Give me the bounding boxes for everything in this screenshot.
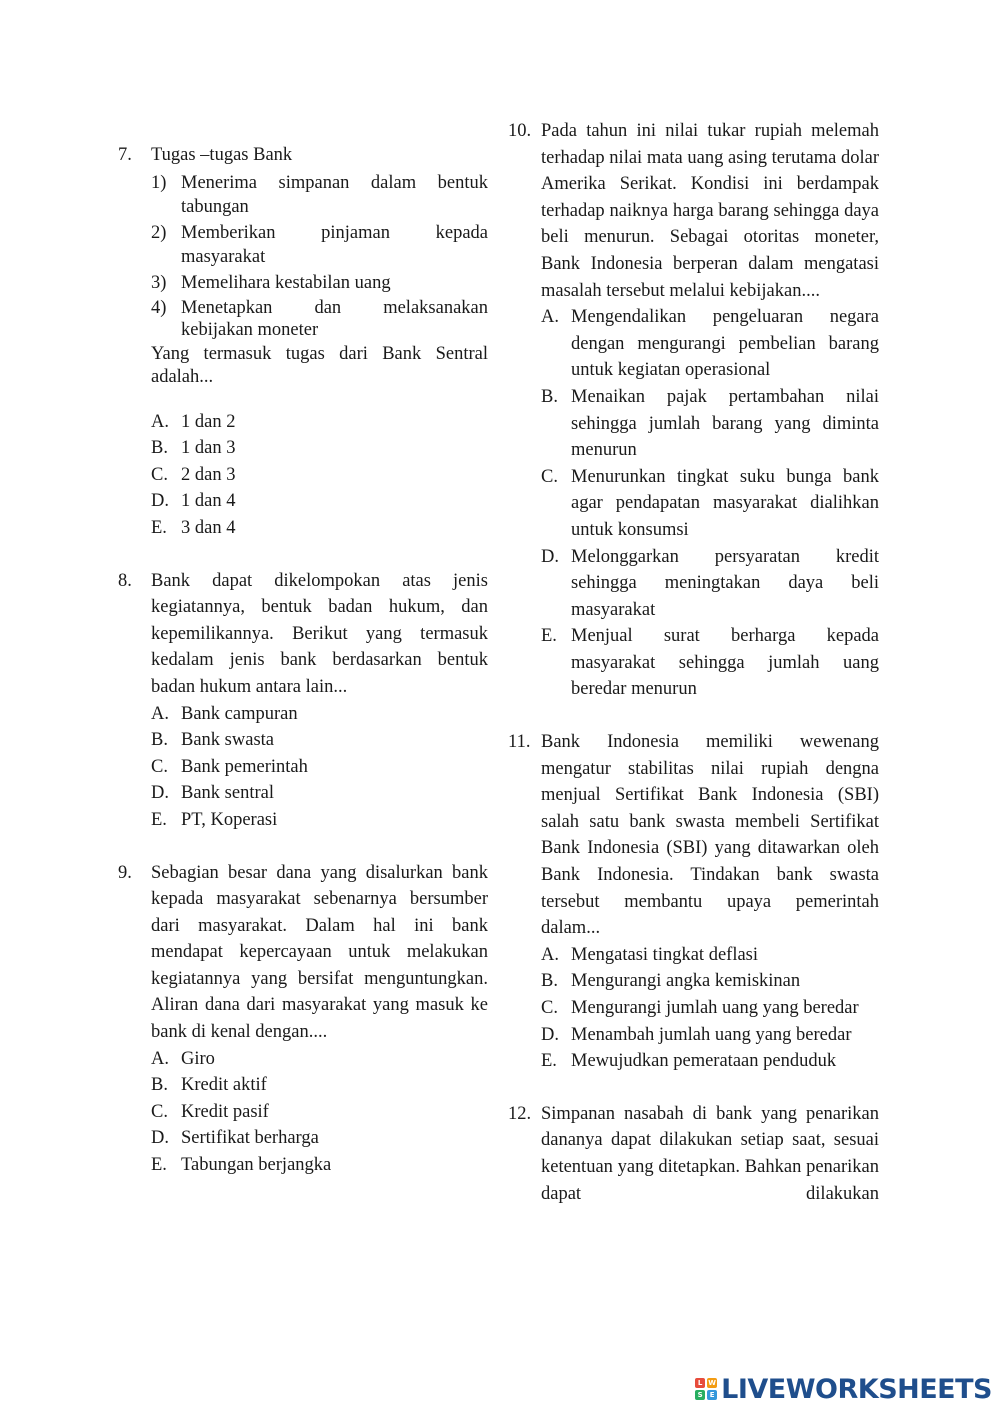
option-letter: A.	[151, 411, 169, 432]
question-prompt: Yang termasuk tugas dari Bank Sentral adalah...	[151, 343, 488, 387]
answer-options	[151, 409, 488, 542]
option-e[interactable]	[151, 515, 488, 542]
option-c[interactable]	[151, 754, 488, 781]
statement-item	[151, 221, 488, 269]
right-column	[508, 118, 879, 1233]
question-text: Sebagian besar dana yang disalurkan bank kepada masyarakat sebenarnya bersumber dari masyarakat. Dalam hal ini bank mendapat kepercayaan untuk melakukan kegiatannya yang bersifat menguntungkan. Aliran dana dari masyarakat yang masuk ke bank di kenal dengan....	[151, 862, 488, 1043]
statement-number: 2)	[151, 222, 167, 243]
option-text: Sertifikat berharga	[181, 1128, 319, 1149]
option-c[interactable]	[541, 995, 879, 1022]
option-c[interactable]	[151, 462, 488, 489]
option-letter: B.	[541, 386, 558, 407]
option-a[interactable]	[151, 701, 488, 728]
option-a[interactable]	[541, 942, 879, 969]
statement-item	[151, 171, 488, 219]
option-letter: B.	[151, 730, 168, 751]
option-text: PT, Koperasi	[181, 809, 278, 830]
option-letter: B.	[541, 971, 558, 992]
option-text: Bank sentral	[181, 783, 274, 804]
question-text: Pada tahun ini nilai tukar rupiah melemah terhadap nilai mata uang asing terutama dolar Amerika Serikat. Kondisi ini berdampak terhadap naiknya harga barang sehingga daya beli menurun. Sebagai otoritas moneter, Bank Indonesia berperan dalam mengatasi masalah tersebut melalui kebijakan....	[541, 121, 880, 301]
option-b[interactable]	[541, 384, 879, 464]
option-letter: E.	[541, 1051, 557, 1072]
option-b[interactable]	[541, 968, 879, 995]
option-letter: D.	[151, 491, 169, 512]
option-letter: A.	[541, 307, 559, 328]
statement-text: Menerima simpanan dalam bentuk tabungan	[181, 172, 488, 217]
answer-options	[151, 1046, 488, 1179]
question-number: 12.	[508, 1103, 532, 1124]
question-8	[118, 568, 488, 834]
question-text: Simpanan nasabah di bank yang penarikan dananya dapat dilakukan setiap saat, sesuai ketentuan yang ditetapkan. Bahkan penarikan dapat dilakukan	[541, 1103, 879, 1204]
option-text: 1 dan 2	[181, 411, 236, 432]
statement-list	[151, 171, 488, 341]
option-a[interactable]	[541, 304, 879, 384]
option-letter: E.	[151, 809, 167, 830]
answer-options	[541, 942, 879, 1075]
option-text: Bank pemerintah	[181, 756, 308, 777]
option-text: Bank campuran	[181, 703, 298, 724]
answer-options	[151, 701, 488, 834]
option-text: Mengurangi angka kemiskinan	[571, 971, 801, 992]
question-text: Bank dapat dikelompokan atas jenis kegiatannya, bentuk badan hukum, dan kepemilikannya. Berikut yang termasuk kedalam jenis bank berdasarkan bentuk badan hukum antara lain...	[151, 570, 488, 697]
statement-number: 3)	[151, 272, 167, 293]
option-d[interactable]	[151, 1125, 488, 1152]
option-d[interactable]	[151, 780, 488, 807]
option-text: Menjual surat berharga kepada masyarakat sehingga jumlah uang beredar menurun	[571, 626, 879, 700]
option-text: Menaikan pajak pertambahan nilai sehingga jumlah barang yang diminta menurun	[571, 386, 879, 461]
statement-item	[151, 297, 488, 341]
option-e[interactable]	[541, 623, 879, 703]
option-letter: C.	[151, 756, 168, 777]
option-letter: C.	[541, 466, 558, 487]
option-d[interactable]	[541, 1022, 879, 1049]
option-letter: B.	[151, 1075, 168, 1096]
question-number: 9.	[118, 862, 132, 883]
question-text: Bank Indonesia memiliki wewenang mengatur stabilitas nilai rupiah dengna menjual Sertifikat Bank Indonesia (SBI) salah satu bank swasta membeli Sertifikat Bank Indonesia (SBI) yang ditawarkan oleh Bank Indonesia. Tindakan bank swasta tersebut membantu upaya pemerintah dalam...	[541, 732, 879, 939]
option-text: 3 dan 4	[181, 517, 236, 538]
option-letter: D.	[541, 546, 559, 567]
statement-item	[151, 271, 488, 295]
option-letter: A.	[151, 1048, 169, 1069]
option-b[interactable]	[151, 435, 488, 462]
question-number: 11.	[508, 732, 531, 753]
logo-mark-cell: S	[695, 1390, 705, 1400]
option-text: Mengurangi jumlah uang yang beredar	[571, 998, 859, 1018]
question-number: 10.	[508, 121, 532, 141]
option-d[interactable]	[151, 488, 488, 515]
option-a[interactable]	[151, 1046, 488, 1073]
option-text: Menambah jumlah uang yang beredar	[571, 1024, 852, 1045]
option-letter: D.	[151, 783, 169, 804]
question-number: 8.	[118, 570, 132, 591]
statement-number: 1)	[151, 172, 167, 193]
statement-text: Menetapkan dan melaksanakan kebijakan moneter	[181, 297, 488, 340]
option-c[interactable]	[541, 464, 879, 544]
option-letter: A.	[151, 703, 169, 724]
question-12	[508, 1101, 879, 1207]
liveworksheets-logo	[695, 1373, 992, 1405]
question-10	[508, 118, 879, 703]
option-e[interactable]	[151, 807, 488, 834]
question-number: 7.	[118, 145, 132, 165]
option-letter: D.	[541, 1024, 559, 1045]
option-text: Mewujudkan pemerataan penduduk	[571, 1051, 837, 1072]
question-9	[118, 860, 488, 1179]
option-letter: D.	[151, 1128, 169, 1149]
logo-mark-cell: E	[707, 1390, 717, 1400]
option-text: Tabungan berjangka	[181, 1155, 332, 1176]
option-text: 2 dan 3	[181, 464, 236, 485]
logo-mark-cell: L	[695, 1378, 705, 1388]
option-letter: E.	[541, 626, 557, 647]
option-letter: E.	[151, 1155, 167, 1176]
question-11	[508, 729, 879, 1075]
option-letter: C.	[541, 998, 558, 1018]
statement-number: 4)	[151, 297, 167, 318]
statement-text: Memberikan pinjaman kepada masyarakat	[181, 222, 488, 267]
option-text: Kredit aktif	[181, 1075, 267, 1096]
logo-text: LIVEWORKSHEETS	[721, 1373, 992, 1405]
option-c[interactable]	[151, 1099, 488, 1126]
option-a[interactable]	[151, 409, 488, 436]
option-b[interactable]	[151, 1072, 488, 1099]
statement-text: Memelihara kestabilan uang	[181, 272, 391, 293]
option-e[interactable]	[151, 1152, 488, 1179]
option-text: Bank swasta	[181, 730, 274, 751]
option-text: Mengatasi tingkat deflasi	[571, 944, 759, 965]
option-b[interactable]	[151, 727, 488, 754]
liveworksheets-logo-icon	[695, 1378, 717, 1400]
option-letter: A.	[541, 944, 559, 965]
option-text: 1 dan 4	[181, 491, 236, 512]
option-letter: E.	[151, 517, 167, 538]
option-text: Mengendalikan pengeluaran negara dengan mengurangi pembelian barang untuk kegiatan operasional	[571, 307, 879, 381]
option-letter: C.	[151, 464, 168, 485]
option-text: 1 dan 3	[181, 438, 236, 459]
option-e[interactable]	[541, 1048, 879, 1075]
left-column	[118, 142, 488, 1205]
option-letter: B.	[151, 438, 168, 459]
option-text: Kredit pasif	[181, 1101, 269, 1122]
option-d[interactable]	[541, 544, 879, 624]
option-text: Melonggarkan persyaratan kredit sehingga meningtakan daya beli masyarakat	[571, 546, 879, 620]
option-text: Menurunkan tingkat suku bunga bank agar pendapatan masyarakat dialihkan untuk konsumsi	[571, 466, 879, 540]
question-7	[118, 142, 488, 542]
logo-mark-cell: W	[708, 1379, 717, 1387]
question-title: Tugas –tugas Bank	[151, 145, 293, 165]
option-text: Giro	[181, 1048, 215, 1069]
answer-options	[541, 304, 879, 703]
option-letter: C.	[151, 1101, 168, 1122]
